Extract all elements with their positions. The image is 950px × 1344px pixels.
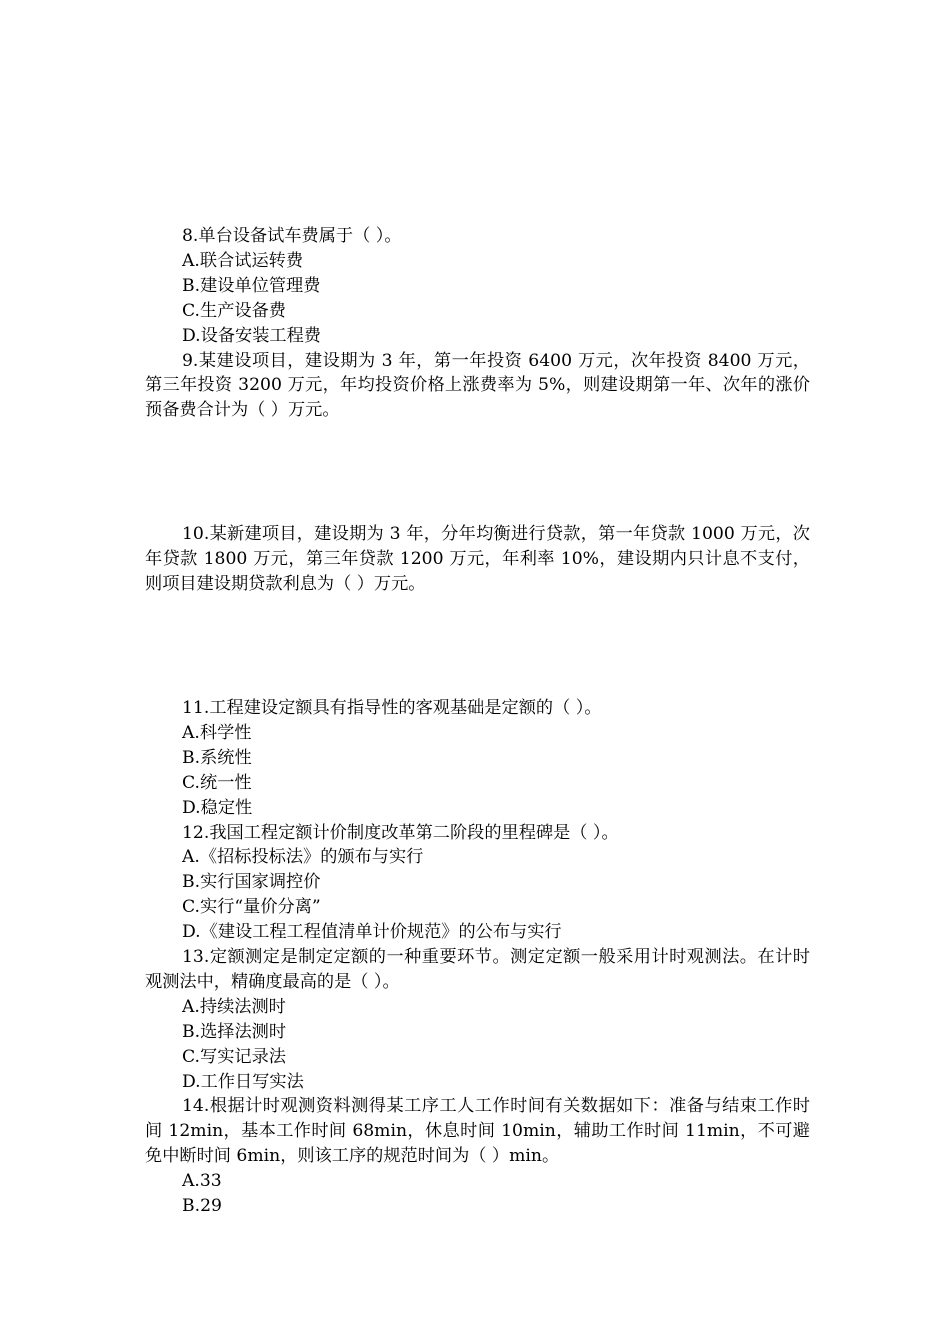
- question-10-stem: 10.某新建项目，建设期为 3 年，分年均衡进行贷款，第一年贷款 1000 万元，次年贷款 1800 万元，第三年贷款 1200 万元，年利率 10%，建设期内只计息不支付，则项目建设期贷款利息为（ ）万元。: [145, 524, 810, 595]
- question-8-option-d: D.设备安装工程费: [182, 325, 321, 346]
- question-12-option-a: A.《招标投标法》的颁布与实行: [182, 847, 424, 868]
- question-8-option-a: A.联合试运转费: [182, 250, 304, 271]
- question-14-option-a: A.33: [182, 1171, 222, 1192]
- question-11-option-b: B.系统性: [182, 747, 252, 768]
- question-13-option-d: D.工作日写实法: [182, 1071, 304, 1092]
- question-12-option-b: B.实行国家调控价: [182, 872, 321, 893]
- question-13-option-b: B.选择法测时: [182, 1021, 287, 1042]
- question-12-stem: 12.我国工程定额计价制度改革第二阶段的里程碑是（ ）。: [182, 822, 619, 843]
- question-13-option-a: A.持续法测时: [182, 996, 286, 1017]
- question-13-stem: 13.定额测定是制定定额的一种重要环节。测定定额一般采用计时观测法。在计时观测法中，精确度最高的是（ ）。: [145, 947, 810, 992]
- document-page: [145, 224, 810, 1219]
- question-11-stem: 11.工程建设定额具有指导性的客观基础是定额的（ ）。: [182, 697, 602, 718]
- question-8-option-c: C.生产设备费: [182, 300, 286, 321]
- question-12-option-d: D.《建设工程工程值清单计价规范》的公布与实行: [182, 922, 562, 943]
- blank-space: [145, 597, 810, 696]
- blank-space: [145, 423, 810, 522]
- question-8-stem: 8.单台设备试车费属于（ ）。: [182, 226, 402, 246]
- question-11-option-d: D.稳定性: [182, 797, 253, 818]
- question-9-stem: 9.某建设项目，建设期为 3 年，第一年投资 6400 万元，次年投资 8400 万元，第三年投资 3200 万元，年均投资价格上涨费率为 5%，则建设期第一年、次年的涨价预备费合计为（ ）万元。: [145, 350, 810, 421]
- question-12-option-c: C.实行“量价分离”: [182, 897, 321, 918]
- question-14-stem: 14.根据计时观测资料测得某工序工人工作时间有关数据如下：准备与结束工作时间 12min，基本工作时间 68min，休息时间 10min，辅助工作时间 11min，不可避免中断时间 6min，则该工序的规范时间为（ ）min。: [145, 1096, 810, 1167]
- question-13-option-c: C.写实记录法: [182, 1046, 286, 1067]
- question-11-option-c: C.统一性: [182, 772, 252, 793]
- question-14-option-b: B.29: [182, 1196, 222, 1217]
- question-11-option-a: A.科学性: [182, 722, 252, 743]
- question-8-option-b: B.建设单位管理费: [182, 275, 321, 296]
